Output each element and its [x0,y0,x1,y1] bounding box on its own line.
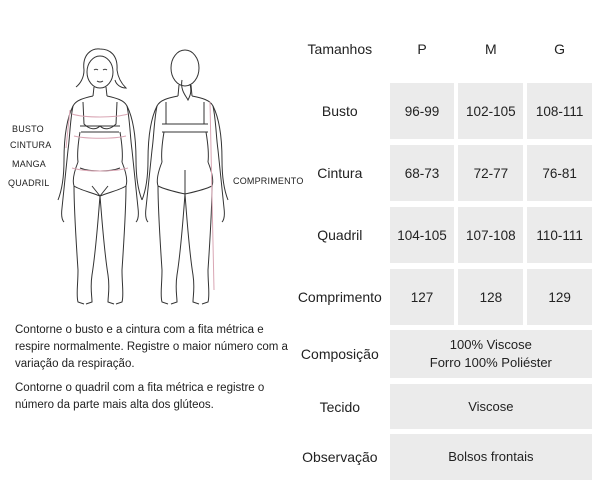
cell-busto-p: 96-99 [390,83,455,139]
label-quadril: QUADRIL [8,178,50,188]
label-busto: BUSTO [12,124,44,134]
cell-composicao [390,330,592,378]
back-figure [142,50,228,304]
row-label-cintura: Cintura [317,165,363,181]
length-measure-line [210,102,214,290]
table-row [290,83,596,139]
table-row [290,145,596,201]
composicao-line-1: 100% Viscose [449,337,532,352]
label-cintura: CINTURA [10,140,52,150]
cell-cintura-m: 72-77 [458,145,523,201]
table-header [290,32,596,66]
front-figure [58,49,142,304]
cell-busto-m: 102-105 [458,83,523,139]
row-label-busto: Busto [321,103,358,119]
header-size-p: P [417,41,427,57]
table-row [290,269,596,325]
label-manga: MANGA [12,159,47,169]
label-comprimento: COMPRIMENTO [233,176,304,186]
cell-tecido: Viscose [390,384,592,429]
measurement-instructions [15,322,300,421]
cell-cintura-p: 68-73 [390,145,455,201]
cell-comprimento-g: 129 [527,269,592,325]
body-figures [0,40,304,320]
cell-quadril-m: 107-108 [458,207,523,263]
cell-quadril-p: 104-105 [390,207,455,263]
cell-quadril-g: 110-111 [527,207,592,263]
cell-busto-g: 108-111 [527,83,592,139]
row-label-comprimento: Comprimento [297,289,382,305]
row-label-observacao: Observação [302,449,378,465]
cell-comprimento-p: 127 [390,269,455,325]
cell-cintura-g: 76-81 [527,145,592,201]
row-label-quadril: Quadril [317,227,363,243]
table-row [290,384,596,429]
cell-comprimento-m: 128 [458,269,523,325]
table-row [290,330,596,378]
header-size-g: G [554,41,566,57]
header-label: Tamanhos [307,41,373,57]
instruction-quadril: Contorne o quadril com a fita métrica e registre o número da parte mais alta dos glúteos. [15,382,265,411]
row-label-tecido: Tecido [319,398,361,415]
table-row [290,434,596,480]
measure-lines-front [66,110,128,171]
header-size-m: M [484,41,497,57]
instruction-busto-cintura: Contorne o busto e a cintura com a fita métrica e respire normalmente. Registre o maior número com a variação da respiração. [15,324,288,370]
table-row [290,207,596,263]
row-label-composicao: Composição [300,346,379,362]
cell-observacao: Bolsos frontais [390,434,592,480]
composicao-line-2: Forro 100% Poliéster [429,355,552,370]
